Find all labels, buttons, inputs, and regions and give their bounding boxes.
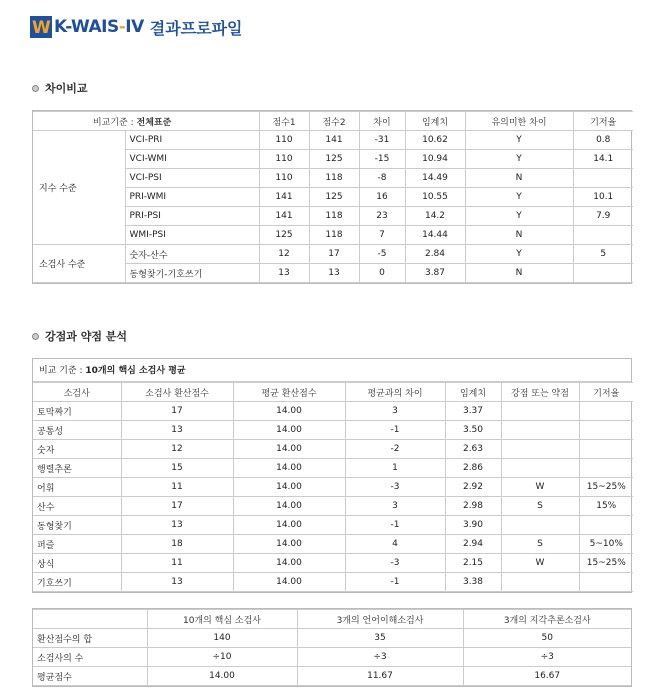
table-cell: N — [465, 264, 573, 283]
table-cell: 14.44 — [405, 226, 465, 245]
table-cell: 110 — [259, 131, 309, 150]
table-row — [33, 421, 633, 440]
table-cell: 35 — [297, 629, 463, 648]
table-cell: 13 — [121, 421, 233, 440]
table-cell: 12 — [259, 245, 309, 264]
table-cell: Y — [465, 245, 573, 264]
table-cell: 14.00 — [233, 554, 345, 573]
table-cell: -1 — [345, 516, 445, 535]
table-cell: 3.38 — [445, 573, 501, 592]
table-row — [33, 629, 631, 648]
table-cell: 13 — [121, 573, 233, 592]
strength-table — [33, 382, 633, 592]
table-cell — [579, 516, 633, 535]
table-row — [33, 245, 633, 264]
table-cell: Y — [465, 207, 573, 226]
table-cell: N — [465, 226, 573, 245]
table-cell: 산수 — [33, 497, 121, 516]
col-header: 점수2 — [309, 112, 359, 131]
table-cell: 13 — [259, 264, 309, 283]
table-row — [33, 131, 633, 150]
header-row — [33, 383, 633, 402]
table-cell: Y — [465, 131, 573, 150]
col-header: 임계치 — [405, 112, 465, 131]
table-cell: 0.8 — [573, 131, 633, 150]
table-cell: 토막짜기 — [33, 402, 121, 421]
difference-table-box — [32, 110, 632, 284]
table-cell: 141 — [259, 207, 309, 226]
col-header: 3개의 언어이해소검사 — [297, 610, 463, 629]
table-row — [33, 440, 633, 459]
table-cell: 3.87 — [405, 264, 465, 283]
table-cell: 동형찾기-기호쓰기 — [125, 264, 259, 283]
table-cell: 118 — [309, 169, 359, 188]
table-cell: 환산점수의 합 — [33, 629, 147, 648]
table-cell — [579, 421, 633, 440]
col-header: 소검사 — [33, 383, 121, 402]
table-cell: Y — [465, 188, 573, 207]
table-cell: 15% — [579, 497, 633, 516]
table-cell: 125 — [309, 188, 359, 207]
group-label: 소검사 수준 — [33, 245, 125, 283]
group-label: 지수 수준 — [33, 131, 125, 245]
table-cell: 14.1 — [573, 150, 633, 169]
table-cell: PRI-PSI — [125, 207, 259, 226]
table-cell: -31 — [359, 131, 405, 150]
table-cell: 125 — [259, 226, 309, 245]
col-header: 유의미한 차이 — [465, 112, 573, 131]
table-cell — [573, 169, 633, 188]
table-row — [33, 459, 633, 478]
table-cell: 14.00 — [233, 440, 345, 459]
table-cell: 14.00 — [233, 478, 345, 497]
table-cell: -2 — [345, 440, 445, 459]
table-cell: 기호쓰기 — [33, 573, 121, 592]
logo-icon — [30, 16, 52, 38]
table-cell: 14.49 — [405, 169, 465, 188]
strength-table-box — [32, 358, 632, 593]
table-cell: -15 — [359, 150, 405, 169]
table-cell: 14.00 — [147, 667, 297, 686]
table-cell: Y — [465, 150, 573, 169]
table-cell: WMI-PSI — [125, 226, 259, 245]
table-cell: 숫자-산수 — [125, 245, 259, 264]
col-header: 평균 환산점수 — [233, 383, 345, 402]
col-header: 점수1 — [259, 112, 309, 131]
table-row — [33, 497, 633, 516]
compare-basis: 비교 기준 : 10개의 핵심 소검사 평균 — [33, 359, 631, 382]
table-cell: 3.90 — [445, 516, 501, 535]
table-cell: -8 — [359, 169, 405, 188]
table-cell: 12 — [121, 440, 233, 459]
table-cell: 3.37 — [445, 402, 501, 421]
bullet-icon — [32, 333, 39, 340]
table-cell — [501, 440, 579, 459]
table-cell: 15 — [121, 459, 233, 478]
table-cell: 14.2 — [405, 207, 465, 226]
table-cell: -3 — [345, 554, 445, 573]
table-cell: 2.94 — [445, 535, 501, 554]
table-cell: 1 — [345, 459, 445, 478]
table-cell: 소검사의 수 — [33, 648, 147, 667]
table-row — [33, 402, 633, 421]
table-cell: 동형찾기 — [33, 516, 121, 535]
table-cell: 13 — [121, 516, 233, 535]
table-cell: ÷3 — [297, 648, 463, 667]
table-cell: VCI-PRI — [125, 131, 259, 150]
table-cell — [573, 264, 633, 283]
table-cell: 11 — [121, 554, 233, 573]
table-row — [33, 648, 631, 667]
table-cell: ÷10 — [147, 648, 297, 667]
table-cell: VCI-WMI — [125, 150, 259, 169]
table-cell: S — [501, 497, 579, 516]
table-cell: 상식 — [33, 554, 121, 573]
table-cell: 50 — [463, 629, 631, 648]
table-cell: 10.1 — [573, 188, 633, 207]
col-header: 임계치 — [445, 383, 501, 402]
table-cell: 2.92 — [445, 478, 501, 497]
table-cell: 17 — [309, 245, 359, 264]
table-cell — [501, 459, 579, 478]
table-cell — [501, 421, 579, 440]
table-cell: -5 — [359, 245, 405, 264]
table-cell: 17 — [121, 402, 233, 421]
table-cell — [501, 573, 579, 592]
col-header: 강점 또는 약점 — [501, 383, 579, 402]
table-cell: ÷3 — [463, 648, 631, 667]
table-cell: 7 — [359, 226, 405, 245]
table-cell: 14.00 — [233, 535, 345, 554]
table-cell: 2.63 — [445, 440, 501, 459]
page-title: 결과프로파일 — [149, 18, 243, 38]
table-cell: 14.00 — [233, 459, 345, 478]
table-cell: 141 — [259, 188, 309, 207]
table-cell: 어휘 — [33, 478, 121, 497]
table-cell: 18 — [121, 535, 233, 554]
table-cell: 5~10% — [579, 535, 633, 554]
table-cell: 15~25% — [579, 554, 633, 573]
table-cell: 2.98 — [445, 497, 501, 516]
table-cell: 10.62 — [405, 131, 465, 150]
col-header: 소검사 환산점수 — [121, 383, 233, 402]
difference-table — [33, 111, 633, 283]
table-cell: N — [465, 169, 573, 188]
table-cell: 2.86 — [445, 459, 501, 478]
table-cell — [573, 226, 633, 245]
table-cell — [579, 440, 633, 459]
table-cell — [501, 516, 579, 535]
table-cell: 118 — [309, 226, 359, 245]
table-row — [33, 667, 631, 686]
table-cell: 11 — [121, 478, 233, 497]
table-cell: -1 — [345, 573, 445, 592]
table-row — [33, 554, 633, 573]
table-cell: 평균점수 — [33, 667, 147, 686]
table-cell: PRI-WMI — [125, 188, 259, 207]
table-cell: 14.00 — [233, 497, 345, 516]
table-cell: VCI-PSI — [125, 169, 259, 188]
col-header: 차이 — [359, 112, 405, 131]
logo-text: K-WAIS-IV — [54, 17, 144, 37]
table-cell: 140 — [147, 629, 297, 648]
table-cell: 퍼즐 — [33, 535, 121, 554]
table-cell: 7.9 — [573, 207, 633, 226]
table-row — [33, 535, 633, 554]
table-cell: 14.00 — [233, 573, 345, 592]
table-cell: 23 — [359, 207, 405, 226]
table-cell: 110 — [259, 150, 309, 169]
col-header: 기저율 — [579, 383, 633, 402]
header-row — [33, 610, 631, 629]
table-cell — [579, 459, 633, 478]
summary-table — [33, 609, 631, 686]
table-cell: 11.67 — [297, 667, 463, 686]
table-cell: W — [501, 554, 579, 573]
table-cell: W — [501, 478, 579, 497]
table-cell: 3.50 — [445, 421, 501, 440]
summary-table-box — [32, 608, 632, 687]
table-cell: 110 — [259, 169, 309, 188]
col-header — [33, 610, 147, 629]
table-row — [33, 573, 633, 592]
table-cell: 3 — [345, 402, 445, 421]
table-row — [33, 478, 633, 497]
table-cell: -3 — [345, 478, 445, 497]
col-header: 10개의 핵심 소검사 — [147, 610, 297, 629]
table-cell: 14.00 — [233, 516, 345, 535]
table-cell: 141 — [309, 131, 359, 150]
section-title-strength-weakness: 강점과 약점 분석 — [32, 328, 127, 344]
section-title-difference: 차이비교 — [32, 80, 88, 96]
col-header: 기저율 — [573, 112, 633, 131]
table-cell: 13 — [309, 264, 359, 283]
table-cell: 14.00 — [233, 402, 345, 421]
table-cell: 17 — [121, 497, 233, 516]
table-cell: 2.15 — [445, 554, 501, 573]
table-cell: 10.94 — [405, 150, 465, 169]
table-cell: 125 — [309, 150, 359, 169]
table-cell: S — [501, 535, 579, 554]
col-header: 평균과의 차이 — [345, 383, 445, 402]
table-cell — [501, 402, 579, 421]
table-row — [33, 516, 633, 535]
table-cell: 16 — [359, 188, 405, 207]
compare-basis: 비교기준 : 전체표준 — [33, 112, 259, 131]
table-cell — [579, 402, 633, 421]
table-cell: 15~25% — [579, 478, 633, 497]
page-header — [30, 14, 243, 40]
table-cell: 16.67 — [463, 667, 631, 686]
table-cell: 5 — [573, 245, 633, 264]
table-cell: 공통성 — [33, 421, 121, 440]
table-cell: -1 — [345, 421, 445, 440]
bullet-icon — [32, 85, 39, 92]
table-cell: 0 — [359, 264, 405, 283]
table-cell: 행렬추론 — [33, 459, 121, 478]
table-cell: 118 — [309, 207, 359, 226]
table-cell: 숫자 — [33, 440, 121, 459]
table-cell: 10.55 — [405, 188, 465, 207]
table-cell: 3 — [345, 497, 445, 516]
col-header: 3개의 지각추론소검사 — [463, 610, 631, 629]
table-cell: 4 — [345, 535, 445, 554]
table-cell: 14.00 — [233, 421, 345, 440]
table-cell — [579, 573, 633, 592]
table-cell: 2.84 — [405, 245, 465, 264]
